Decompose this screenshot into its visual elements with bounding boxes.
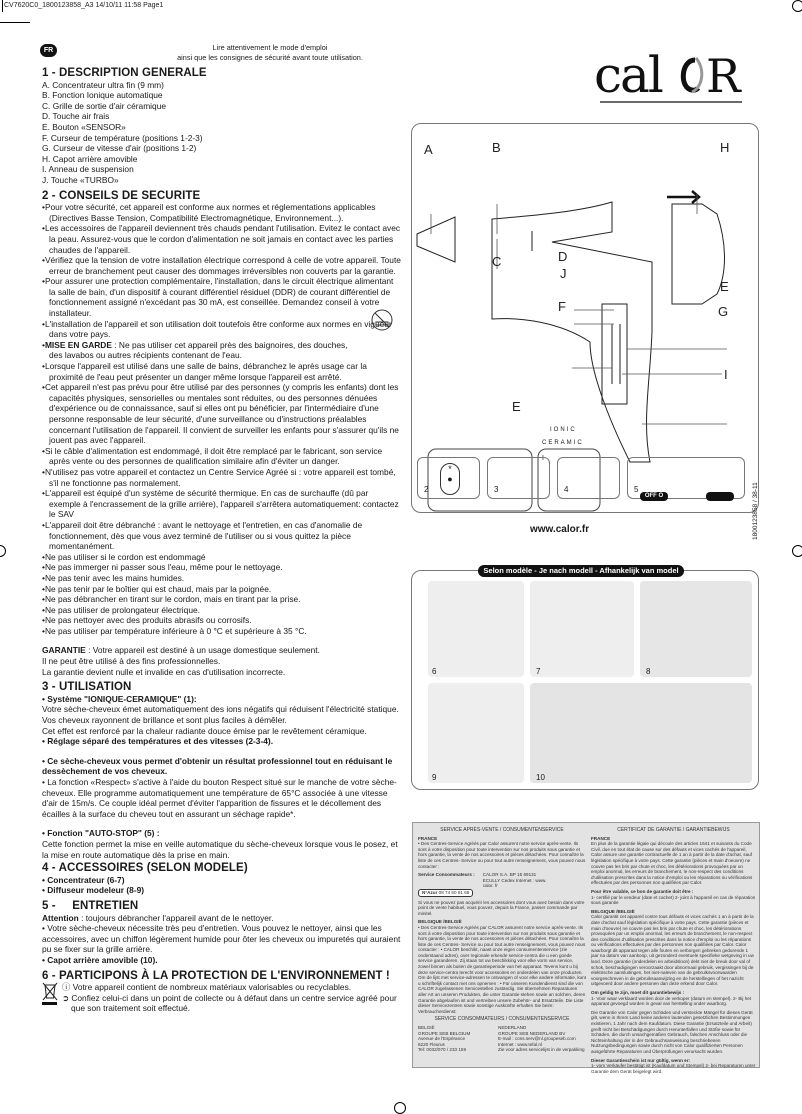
panel-number: 5 xyxy=(634,485,639,494)
panel-5 xyxy=(627,457,745,499)
address-line: E-mail : cons.serv@nl.groupeseb.com xyxy=(498,1036,576,1042)
safety-item: • N'utilisez pas votre appareil et contactez un Centre Service Agréé si : votre appareil est tombé, s'il ne fonctionne pas normalement. xyxy=(42,467,402,488)
address-line: NEDERLAND xyxy=(498,1025,527,1030)
address-line: 6220 Fleurus xyxy=(418,1041,445,1047)
product-code: 1800123858 / 38-11 xyxy=(752,482,759,540)
print-header: CV7620C0_1800123858_A3 14/10/11 11:58 Page1 xyxy=(4,2,164,9)
illustration-number: 8 xyxy=(646,667,651,676)
safety-list xyxy=(42,202,402,340)
illustration-6 xyxy=(428,581,524,677)
warranty-condition: Om geldig te zijn, moet dit garantiebewijs : xyxy=(591,990,685,996)
safety-item: • Vérifiez que la tension de votre installation électrique correspond à celle de votre appareil. Toute erreur de branchement peut causer des dommages irréversibles non couverts par la garantie. xyxy=(42,255,402,276)
label-i: I xyxy=(724,367,728,382)
section-title: 5 - ENTRETIEN xyxy=(42,899,139,912)
calor-logo xyxy=(592,42,762,108)
section-title: 6 - PARTICIPONS À LA PROTECTION DE L'ENVIRONNEMENT ! xyxy=(42,969,390,982)
description-item: I. Anneau de suspension xyxy=(42,164,134,175)
label-f: F xyxy=(558,299,566,314)
safety-item: • Ne pas tenir par le boîtier qui est chaud, mais par la poignée. xyxy=(42,584,402,595)
subheading: • Réglage séparé des températures et des vitesses (2-3-4). xyxy=(42,736,274,747)
registration-mark-icon xyxy=(792,545,802,557)
address-line: Zie voor adres servicelijst in de verpakking xyxy=(498,1047,585,1053)
guarantee-text: : Votre appareil est destiné à un usage domestique seulement. xyxy=(85,645,320,656)
subheading: • Système "IONIQUE-CERAMIQUE" (1): xyxy=(42,693,197,704)
label-e: E xyxy=(720,279,729,294)
subheading: • Fonction "AUTO-STOP" (5) : xyxy=(42,828,160,839)
warranty-text: 1- vom Verkäufer bestätigt ist (Kaufdatum und Stempel) 2- bei Reparaturen unter Garantie dem Gerät beigelegt wird. xyxy=(591,1063,756,1074)
label-d: D xyxy=(558,249,568,264)
country-heading: BELGIQUE /BELGIË xyxy=(591,908,635,914)
illustration-number: 7 xyxy=(536,667,541,676)
label-a: A xyxy=(424,142,433,157)
address-line: GROUPE SEB BELGIUM xyxy=(418,1030,471,1036)
recycle-line: ➲ Confiez celui-ci dans un point de collecte ou à défaut dans un centre service agréé pour que son traitement soit effectué. xyxy=(62,992,397,1014)
off-badge: OFF O xyxy=(640,492,668,501)
product-diagram xyxy=(411,123,759,513)
label-g: G xyxy=(718,304,729,319)
label-h: H xyxy=(720,140,730,155)
registration-mark-icon xyxy=(0,545,6,557)
attention xyxy=(42,913,402,924)
description-item: B. Fonction Ionique automatique xyxy=(42,90,163,101)
ceramic-text: CERAMIC xyxy=(542,440,584,446)
label-b: B xyxy=(492,140,501,155)
address-line: Tel: 0032/070 / 233 159 xyxy=(418,1047,467,1053)
description-item: G. Curseur de vitesse d'air (positions 1-2) xyxy=(42,143,197,154)
safety-item: • Ne pas nettoyer avec des produits abrasifs ou corrosifs. xyxy=(42,615,402,626)
guarantee-line: Il ne peut être utilisé à des fins professionnelles. xyxy=(42,656,221,667)
description-list xyxy=(42,80,402,186)
description-item: E. Bouton «SENSOR» xyxy=(42,121,126,132)
svg-text:R: R xyxy=(706,49,741,103)
on-badge xyxy=(706,492,734,501)
warranty-text: Die Garantie von Calor gegen Schäden und versteckte Mängel für dieses Gerät gilt, wenn in Ihrem Land keine anderen lautenden gesetzlichen Bestimmungen existieren, 1 Jahr nach dem Kaufdatum. Diese Garantie (Ersatzteile und Arbeit) greift nicht bei Beschädigungen durch Herunterfallen und Stöße sowie für Schäden, die durch unsachgemäßen Gebrauch, falschen Anschluss oder die Nichteinhaltung der in der Gebrauchsanweisung beschriebenen Nutzungsbedingungen sowie durch nicht von Calor qualifizierten Personen ausgeführte Reparaturen und Überprüfungen verursacht wurden. xyxy=(591,1009,753,1054)
warranty-text: Calor garantit cet appareil contre tous défauts et vices cachés 1 an à partir de la date d'achat sauf législation spécifique à votre pays. Cette garantie (pièces et main d'oeuvre) ne couvre pas les bris par chute et choc, les détériorations provoquées par un emploi anormal, les erreurs de branchement, le non-respect des conditions d'utilisation prescrites dans la notice d'emploi ou les réparations ou vérifications effectuées par des personnes non qualifiées par Calor. Calor waarborgt dit apparaat tegen alle fouten en verborgen gebreken gedurende 1 jaar na datum van aankoop, uit gezonderd eventuele specifieke wetgeving in uw land. Deze garantie (onderdelen en arbeidsloon) dekt niet de breuk door val of schok, beschadigingen veroorzaakt door abnormaal gebruik, vergissingen bij de elektrische aansluitingen, het niet-naleven van de gebruiksvoorwaarden voorgeschreven in de gebruiksaanwijzing en de herstellingen of het nazicht uitgevoerd door andere personen dan deze erkend door Calor. xyxy=(591,914,754,987)
warranty-condition: Pour être valable, ce bon de garantie doit être : xyxy=(591,888,694,894)
service-label: Service Consommateurs : xyxy=(418,872,475,878)
illustration-9 xyxy=(428,683,524,783)
service-text: • Des Centres-Service Agréés par Calor assurent notre service après-vente. Ils sont à votre disposition pour toute intervention sur nos produits sous garantie et hors garantie, la vente de nos accessoires et pièces détachées. Pour connaître la liste de ces Centres- Service ou pour tout autre renseignement, vous pouvez nous contacter : xyxy=(418,841,586,869)
description-item: D. Touche air frais xyxy=(42,111,110,122)
intro-text xyxy=(150,43,390,63)
service-text: • Des Centres-Service Agréés par CALOR assurent notre service après-vente. Ils sont à votre disposition pour toute intervention sur nos produits sous garantie et hors garantie, la vente de nos accessoires et pièces détachées. Pour connaître la liste de ces Centres- Service ou pour tout autre renseignement, vous pouvez nous contacter : • CALOR beschikt, naast onze eigen consumentenservice (zie onderstaand adres), over regionale erkende service-centra die u een goede service garanderen. Zij staan tot uw beschikking voor elke vorm van service, zowel binnen als buiten de garantieperiode van het apparaat. Tevens kunt u bij deze service-centra terecht voor accessoires en onderdelen van onze producten. Om de lijst met service-adressen te ontvangen of voor elke andere informatie, kunt u schriftelijk contact met ons opnemen : • Für unseren Kundendienst sind die von CALOR zugelassenen Servicestellen zuständig. Sie übernehmen Reparaturen aller Art an unseren Produkten, die unter Garantie stehen sowie an solchen, deren Garantie abgelaufen ist und vertreiben unsere Zubehör- und Ersatzteile. Die Liste dieser Servicezentren sowie sonstige Auskünfte erhalten Sie beim: Verbraucherdienst: xyxy=(418,924,587,1014)
guarantee-line: La garantie devient nulle et invalide en cas d'utilisation incorrecte. xyxy=(42,666,286,677)
registration-mark-icon xyxy=(792,0,802,12)
paragraph: • La fonction «Respect» s'active à l'aide du bouton Respect situé sur le manche de votre sèche-cheveux. Elle programme automatiquement une température de 65°C associée à une vitesse d'air de 15m/s. Ce couple idéal permet d'éviter l'apparition de fissures et le décollement des écailles à la surface du cheveu tout en assurant un séchage rapide*. xyxy=(42,777,397,819)
belgium-address xyxy=(418,1025,488,1053)
section-title: 4 - ACCESSOIRES (SELON MODELE) xyxy=(42,862,248,875)
warning-label: MISE EN GARDE xyxy=(44,339,112,350)
safety-item: • Si le câble d'alimentation est endommagé, il doit être remplacé par le fabricant, son service après vente ou des personnes de qualification similaire afin d'éviter un danger. xyxy=(42,446,402,467)
phone-badge xyxy=(418,889,473,897)
safety-item: • Ne pas tenir avec les mains humides. xyxy=(42,573,402,584)
attention-text: : toujours débrancher l'appareil avant de le nettoyer. xyxy=(78,912,274,923)
address-line: Internet : www.tefal.nl xyxy=(498,1041,542,1047)
subheading: • Ce sèche-cheveux vous permet d'obtenir un résultat professionnel tout en réduisant le dessèchement de vos cheveux. xyxy=(42,755,393,777)
description-item: H. Capot arrière amovible xyxy=(42,153,138,164)
panel-number: 2 xyxy=(424,485,429,494)
label-c: C xyxy=(492,254,502,269)
illustration-10 xyxy=(530,683,752,783)
sensor-button-icon: * ● xyxy=(440,463,460,495)
safety-item: • Les accessoires de l'appareil deviennent très chauds pendant l'utilisation. Evitez le contact avec la peau. Assurez-vous que le cordon d'alimentation ne soit jamais en contact avec les parties chaudes de l'appareil. xyxy=(42,223,402,255)
paragraph: Votre sèche-cheveux émet automatiquement des ions négatifs qui réduisent l'électricité statique. Vos cheveux rayonnent de brillance et sont plus faciles à démêler. xyxy=(42,704,399,726)
accessory-item: • Concentrateur (6-7) xyxy=(42,874,125,885)
instructions-column xyxy=(42,66,402,1014)
illustration-number: 10 xyxy=(536,773,545,782)
safety-item: • L'installation de l'appareil et son utilisation doit toutefois être conforme aux normes en vigueur dans votre pays. xyxy=(42,319,402,340)
safety-item: • L'appareil doit être débranché : avant le nettoyage et l'entretien, en cas d'anomalie de fonctionnement, dès que vous avez terminé de l'utiliser ou si vous quittez la pièce momentanément. xyxy=(42,520,402,552)
safety-item: • Ne pas débrancher en tirant sur le cordon, mais en tirant par la prise. xyxy=(42,594,402,605)
illustration-7 xyxy=(530,581,634,677)
safety-item: • L'appareil est équipé d'un système de sécurité thermique. En cas de surchauffe (dû par exemple à l'encrassement de la grille arrière), l'appareil s'arrêtera automatiquement: contactez le SAV xyxy=(42,488,402,520)
country-heading: BELGIQUE /BELGIË xyxy=(418,919,462,925)
safety-item: • Cet appareil n'est pas prévu pour être utilisé par des personnes (y compris les enfants) dont les capacités physiques, sensorielles ou mentales sont réduites, ou des personnes dénuées d'expérience ou de connaissance, sauf si elles ont pu bénéficier, par l'intermédiaire d'une personne responsable de leur sécurité, d'une surveillance ou d'instructions préalables concernant l'utilisation de l'appareil. Il convient de surveiller les enfants pour s'assurer qu'ils ne jouent pas avec l'appareil. xyxy=(42,382,402,446)
address-line: GROUPE SEB NEDERLAND BV xyxy=(498,1030,566,1036)
ionic-text: IONIC xyxy=(550,427,577,433)
paragraph: Cet effet est renforcé par la chaleur radiante douce émise par le revêtement céramique. xyxy=(42,725,367,736)
attention-label: Attention xyxy=(42,912,79,923)
paragraph: • Capot arrière amovible (10). xyxy=(42,954,158,965)
illustration-number: 9 xyxy=(432,773,437,782)
panel-number: 4 xyxy=(564,485,569,494)
weee-bin-icon xyxy=(42,982,58,1006)
recycle-line: ⓘ Votre appareil contient de nombreux matériaux valorisables ou recyclables. xyxy=(62,982,352,993)
paragraph: • Votre sèche-cheveux nécessite très peu d'entretien. Vous pouvez le nettoyer, ainsi que les accessoires, avec un chiffon légèrement humide pour ôter les cheveux ou impuretés qui auraient pu se fixer sur la grille arrière. xyxy=(42,923,401,955)
section-title: 3 - UTILISATION xyxy=(42,681,132,694)
service-text: Si vous ne pouvez pas acquérir les accessoires dont vous avez besoin dans votre point de vente habituel, vous pouvez, depuis la France, passer commande par minitel. xyxy=(418,899,585,916)
warranty-text: 1- certifié par le vendeur (date et cachet) 2- joint à l'appareil en cas de réparation sous garantie xyxy=(591,894,756,906)
safety-warning xyxy=(42,340,402,361)
warranty-condition: Dieser Garantieschein ist nur gültig, wenn er: xyxy=(591,1057,691,1063)
intro-line: Lire attentivement le mode d'emploi xyxy=(212,43,328,52)
safety-item: • Lorsque l'appareil est utilisé dans une salle de bains, débranchez le après usage car la proximité de l'eau peut présenter un danger même lorsque l'appareil est arrêté. xyxy=(42,361,402,382)
no-bath-icon xyxy=(370,308,394,332)
accessories-illustrations xyxy=(411,570,759,790)
netherlands-address xyxy=(498,1025,585,1053)
language-badge: FR xyxy=(40,44,57,57)
warranty-text: En plus de la garantie légale qui découle des articles 1641 et suivants du Code Civil, due en tout état de cause sur des défauts et vices cachés de l'appareil, Calor assure une garantie contractuelle de 1 an à partir de la date d'achat, sauf législation spécifique à votre pays. Cette garantie (pièces et main d'oeuvre) ne couvre pas les bris par chute et choc, les détériorations provoquées par un emploi anormal, les erreurs de branchement, le non-respect des conditions d'utilisation prescrites dans la notice d'emploi ou les réparations ou vérifications effectuées par des personnes non qualifiées par Calor. xyxy=(591,841,753,886)
hair-dryer-drawing xyxy=(417,202,725,462)
section-title: 1 - DESCRIPTION GENERALE xyxy=(42,67,207,79)
description-item: J. Touche «TURBO» xyxy=(42,174,119,185)
panel-4 xyxy=(557,457,620,499)
safety-item: • Ne pas utiliser si le cordon est endommagé xyxy=(42,552,402,563)
warranty-text: 1- Voor waar verklaard worden door de verkoper (datum en stempel). 2- Bij het apparaat gevoegd worden in geval van herstelling onder waarborg. xyxy=(591,995,752,1007)
section-title: 2 - CONSEILS DE SECURITE xyxy=(42,189,201,202)
safety-item: • Pour assurer une protection complémentaire, l'installation, dans le circuit électrique alimentant la salle de bain, d'un dispositif à courant différentiel résiduel (DDR) de courant différentiel de fonctionnement assigné n'excédant pas 30 mA, est conseillée. Demandez conseil à votre installateur. xyxy=(42,276,402,318)
country-heading: FRANCE xyxy=(591,835,611,841)
safety-item: • Ne pas utiliser de prolongateur électrique. xyxy=(42,605,402,616)
consumer-service-title: SERVICE CONSOMMATEURS / CONSUMENTENSERVICE xyxy=(434,1016,570,1023)
label-e-detail: E xyxy=(512,399,521,414)
svg-text:cal: cal xyxy=(594,46,662,104)
description-item: F. Curseur de température (positions 1-2-3) xyxy=(42,132,203,143)
website-link[interactable]: www.calor.fr xyxy=(530,524,590,535)
service-title: SERVICE APRÈS-VENTE / CONSUMENTENSERVICE xyxy=(440,827,564,833)
guarantee-label: GARANTIE xyxy=(42,645,86,656)
panel-3 xyxy=(487,457,550,499)
illustration-8 xyxy=(640,581,752,677)
safety-list xyxy=(42,361,402,636)
warning-text: : Ne pas utiliser cet appareil près des baignoires, des douches, des lavabos ou autres récipients contenant de l'eau. xyxy=(49,339,348,361)
panel-i-label: I xyxy=(542,455,544,462)
phone-label: N°Azur xyxy=(422,889,438,895)
label-j: J xyxy=(560,266,567,281)
country-heading: FRANCE xyxy=(418,835,438,841)
panel-number: 3 xyxy=(494,485,499,494)
crop-mark xyxy=(2,0,3,12)
accessory-item: • Diffuseur modeleur (8-9) xyxy=(42,885,145,896)
address-line: Avenue de l'Espérance xyxy=(418,1036,466,1042)
intro-line: ainsi que les consignes de sécurité avant toute utilisation. xyxy=(177,53,363,62)
safety-item: • Ne pas utiliser par température inférieure à 0 °C et supérieure à 35 °C. xyxy=(42,626,402,637)
description-item: A. Concentrateur ultra fin (9 mm) xyxy=(42,79,164,90)
description-item: C. Grille de sortie d'air céramique xyxy=(42,100,167,111)
crop-mark xyxy=(0,22,30,23)
paragraph: Cette fonction permet la mise en veille automatique du sèche-cheveux lorsque vous le posez, et la mise en route automatique dès la prise en main. xyxy=(42,838,398,860)
registration-mark-icon xyxy=(394,1102,406,1114)
address-line: BELGIË xyxy=(418,1025,435,1030)
service-warranty-box xyxy=(412,822,760,1074)
phone-number: 08 74 50 81 68 xyxy=(438,889,470,895)
guarantee xyxy=(42,645,402,656)
warranty-title: CERTIFICAT DE GARANTIE / GARANTIEBEWIJS xyxy=(617,827,730,833)
models-banner: Selon modèle - Je nach modell - Afhankelijk van model xyxy=(478,565,684,577)
safety-item: • Pour votre sécurité, cet appareil est conforme aux normes et réglementations applicables (Directives Basse Tension, Compatibilité Electromagnétique, Environnement...). xyxy=(42,202,402,223)
safety-item: • Ne pas immerger ni passer sous l'eau, même pour le nettoyage. xyxy=(42,562,402,573)
illustration-number: 6 xyxy=(432,667,437,676)
service-address: CALOR S.A. BP 15 69131 ECULLY Cedex Internet : www. calor. fr xyxy=(482,872,547,889)
panel-2 xyxy=(417,457,480,499)
